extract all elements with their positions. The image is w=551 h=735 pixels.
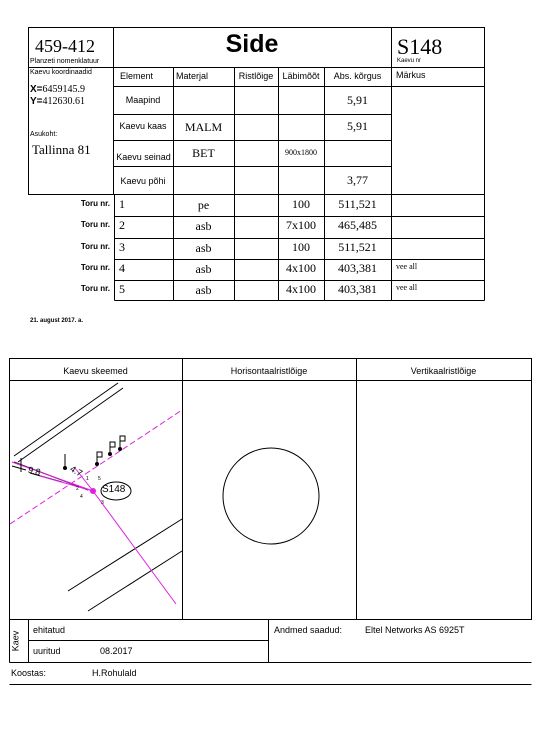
plan-distance-1: 9.8 <box>26 464 42 478</box>
pipe-label: Toru nr. <box>80 284 110 293</box>
pipe-material: asb <box>195 283 212 297</box>
row-elevation-ground: 5,91 <box>347 93 368 107</box>
plan-pipe-4: 4 <box>80 494 83 500</box>
pipe-material: pe <box>197 198 210 212</box>
row-diameter-walls: 900x1800 <box>285 148 317 157</box>
pipe-number: 1 <box>119 197 125 211</box>
plan-distance-2: 4.7 <box>68 463 85 479</box>
x-label: X= <box>30 84 43 95</box>
col-title-vertical: Vertikaalristlõige <box>410 366 477 376</box>
col-header-diameter: Läbimõõt <box>282 71 320 81</box>
col-header-note: Märkus <box>396 70 426 80</box>
pipe-label: Toru nr. <box>80 242 110 251</box>
col-title-horizontal: Horisontaalristlõige <box>230 366 308 376</box>
row-elevation-bottom: 3,77 <box>347 173 368 187</box>
source-label: Andmed saadud: <box>274 625 343 635</box>
footer-side-label: Kaev <box>10 630 21 652</box>
row-element-cover: Kaevu kaas <box>119 121 167 131</box>
row-material-cover: MALM <box>184 120 223 134</box>
pipe-material: asb <box>195 219 212 233</box>
col-header-material: Materjal <box>175 71 208 81</box>
pipe-note: vee all <box>396 262 418 271</box>
coords-label: Kaevu koordinaadid <box>30 69 92 76</box>
col-title-schematic: Kaevu skeemed <box>63 366 128 376</box>
row-elevation-cover: 5,91 <box>347 119 368 133</box>
location-value: Tallinna 81 <box>32 142 91 157</box>
col-header-element: Element <box>119 71 154 81</box>
pipe-number: 2 <box>119 218 125 232</box>
page-title: Side <box>225 30 279 58</box>
plan-pipe-2: 2 <box>76 486 79 492</box>
col-header-section: Ristlõige <box>238 71 274 81</box>
pipe-note: vee all <box>396 283 418 292</box>
pipe-elevation: 511,521 <box>338 240 377 254</box>
pipe-diameter: 4x100 <box>286 282 316 296</box>
pipe-diameter: 100 <box>292 240 310 254</box>
compiled-label: Koostas: <box>11 668 47 678</box>
nomenclature-value: 459-412 <box>35 36 95 56</box>
pipe-label: Toru nr. <box>80 220 110 229</box>
pipe-diameter: 7x100 <box>286 218 316 232</box>
plan-pipe-5: 5 <box>98 476 101 482</box>
plan-well-label: S148 <box>102 484 126 495</box>
row-element-walls: Kaevu seinad <box>116 152 171 162</box>
pipe-material: asb <box>195 262 212 276</box>
date-text: 21. august 2017. a. <box>30 318 84 324</box>
well-plan-sketch <box>10 383 182 611</box>
col-header-elevation: Abs. kõrgus <box>333 71 382 81</box>
row-element-ground: Maapind <box>125 95 161 105</box>
pipe-elevation: 403,381 <box>338 261 377 275</box>
pipe-label: Toru nr. <box>80 263 110 272</box>
row-material-walls: BET <box>192 146 215 160</box>
compiled-value: H.Rohulald <box>92 668 137 678</box>
pipe-number: 4 <box>119 261 125 275</box>
plan-pipe-1: 1 <box>86 476 89 482</box>
built-label: ehitatud <box>33 625 66 635</box>
row-element-bottom: Kaevu põhi <box>120 176 166 186</box>
well-number-label: Kaevu nr <box>397 58 422 64</box>
source-value: Eltel Networks AS 6925T <box>365 625 465 635</box>
y-label: Y= <box>30 96 43 107</box>
pipe-elevation: 465,485 <box>338 218 377 232</box>
nomenclature-label: Planzeti nomenklatuur <box>30 58 100 65</box>
pipe-label: Toru nr. <box>80 199 110 208</box>
x-coordinate <box>30 84 85 95</box>
x-value: 6459145.9 <box>42 84 86 95</box>
y-value: 412630.61 <box>42 96 86 107</box>
pipe-elevation: 511,521 <box>338 197 377 211</box>
location-label: Asukoht: <box>30 131 58 138</box>
pipe-elevation: 403,381 <box>338 282 377 296</box>
pipe-diameter: 100 <box>292 197 310 211</box>
pipe-number: 5 <box>119 282 125 296</box>
horizontal-section-circle <box>223 448 319 544</box>
pipe-material: asb <box>195 241 212 255</box>
surveyed-value: 08.2017 <box>100 646 133 656</box>
y-coordinate <box>30 96 85 107</box>
pipe-number: 3 <box>119 240 125 254</box>
well-number: S148 <box>397 34 443 59</box>
plan-pipe-3: 3 <box>101 500 104 506</box>
pipe-diameter: 4x100 <box>286 261 316 275</box>
surveyed-label: uuritud <box>33 646 61 656</box>
